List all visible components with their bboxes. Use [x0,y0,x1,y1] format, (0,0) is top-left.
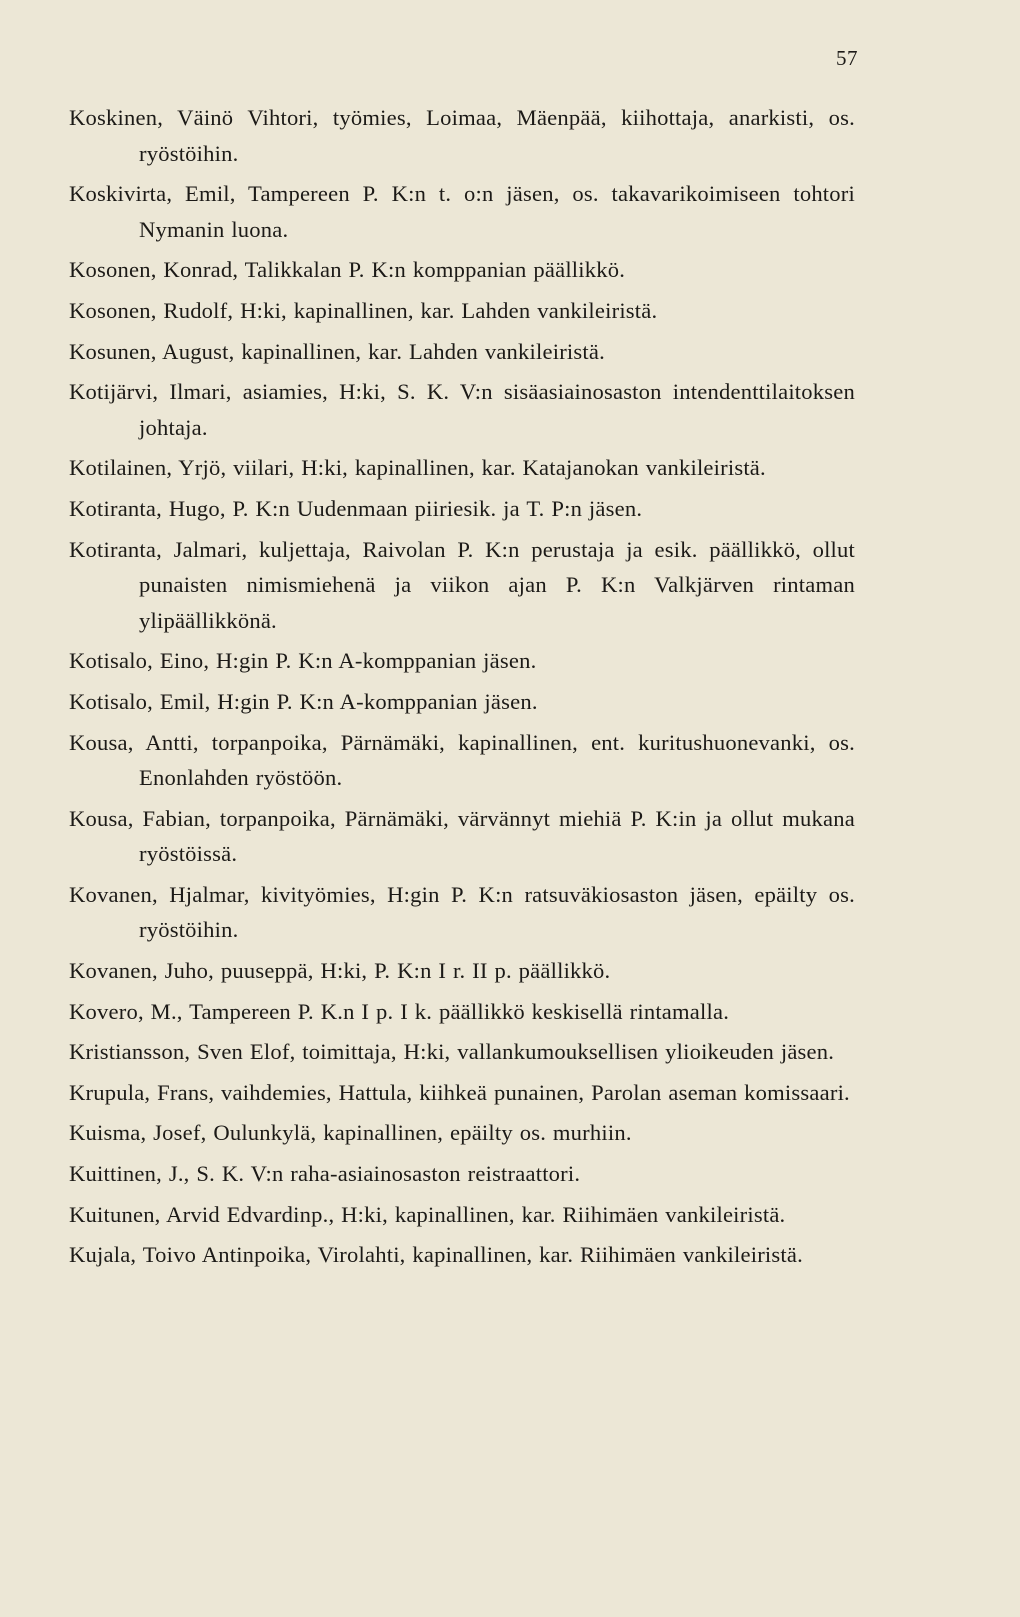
list-item: Kovero, M., Tampereen P. K.n I p. I k. päällikkö keskisellä rintamalla. [69,998,730,1024]
entry-list [69,100,855,1278]
list-item: Kousa, Antti, torpanpoika, Pärnämäki, kapinallinen, ent. kuritushuonevanki, os. Enonlahden ryöstöön. [69,729,855,791]
list-item: Kotiranta, Hugo, P. K:n Uudenmaan piiriesik. ja T. P:n jäsen. [69,495,643,521]
list-item: Kovanen, Hjalmar, kivityömies, H:gin P. K:n ratsuväkiosaston jäsen, epäilty os. ryöstöihin. [69,881,855,943]
list-item: Kuittinen, J., S. K. V:n raha-asiainosaston reistraattori. [69,1161,581,1187]
list-item: Kotilainen, Yrjö, viilari, H:ki, kapinallinen, kar. Katajanokan vankileiristä. [69,455,766,481]
list-item: Kousa, Fabian, torpanpoika, Pärnämäki, värvännyt miehiä P. K:in ja ollut mukana ryöstöissä. [69,805,855,867]
list-item: Krupula, Frans, vaihdemies, Hattula, kiihkeä punainen, Parolan aseman komissaari. [69,1079,850,1105]
list-item: Kujala, Toivo Antinpoika, Virolahti, kapinallinen, kar. Riihimäen vankileiristä. [69,1242,803,1268]
list-item: Kristiansson, Sven Elof, toimittaja, H:ki, vallankumouksellisen ylioikeuden jäsen. [69,1039,835,1065]
list-item: Koskivirta, Emil, Tampereen P. K:n t. o:n jäsen, os. takavarikoimiseen tohtori Nymanin luona. [69,181,855,242]
list-item: Kovanen, Juho, puuseppä, H:ki, P. K:n I r. II p. päällikkö. [69,958,611,984]
list-item: Kotijärvi, Ilmari, asiamies, H:ki, S. K. V:n sisäasiainosaston intendenttilaitoksen johtaja. [69,379,855,440]
page-number: 57 [836,46,858,70]
list-item: Kosunen, August, kapinallinen, kar. Lahden vankileiristä. [69,338,605,364]
list-item: Koskinen, Väinö Vihtori, työmies, Loimaa, Mäenpää, kiihottaja, anarkisti, os. ryöstöihin. [69,105,855,166]
list-item: Kotisalo, Emil, H:gin P. K:n A-komppanian jäsen. [69,688,538,714]
list-item: Kotiranta, Jalmari, kuljettaja, Raivolan P. K:n perustaja ja esik. päällikkö, ollut punaisten nimismiehenä ja viikon ajan P. K:n Valkjärven rintaman ylipäällikkönä. [69,536,855,633]
list-item: Kuitunen, Arvid Edvardinp., H:ki, kapinallinen, kar. Riihimäen vankileiristä. [69,1201,786,1227]
list-item: Kuisma, Josef, Oulunkylä, kapinallinen, epäilty os. murhiin. [69,1120,632,1146]
list-item: Kosonen, Rudolf, H:ki, kapinallinen, kar. Lahden vankileiristä. [69,297,658,323]
list-item: Kosonen, Konrad, Talikkalan P. K:n komppanian päällikkö. [69,257,626,283]
list-item: Kotisalo, Eino, H:gin P. K:n A-komppanian jäsen. [69,648,537,674]
